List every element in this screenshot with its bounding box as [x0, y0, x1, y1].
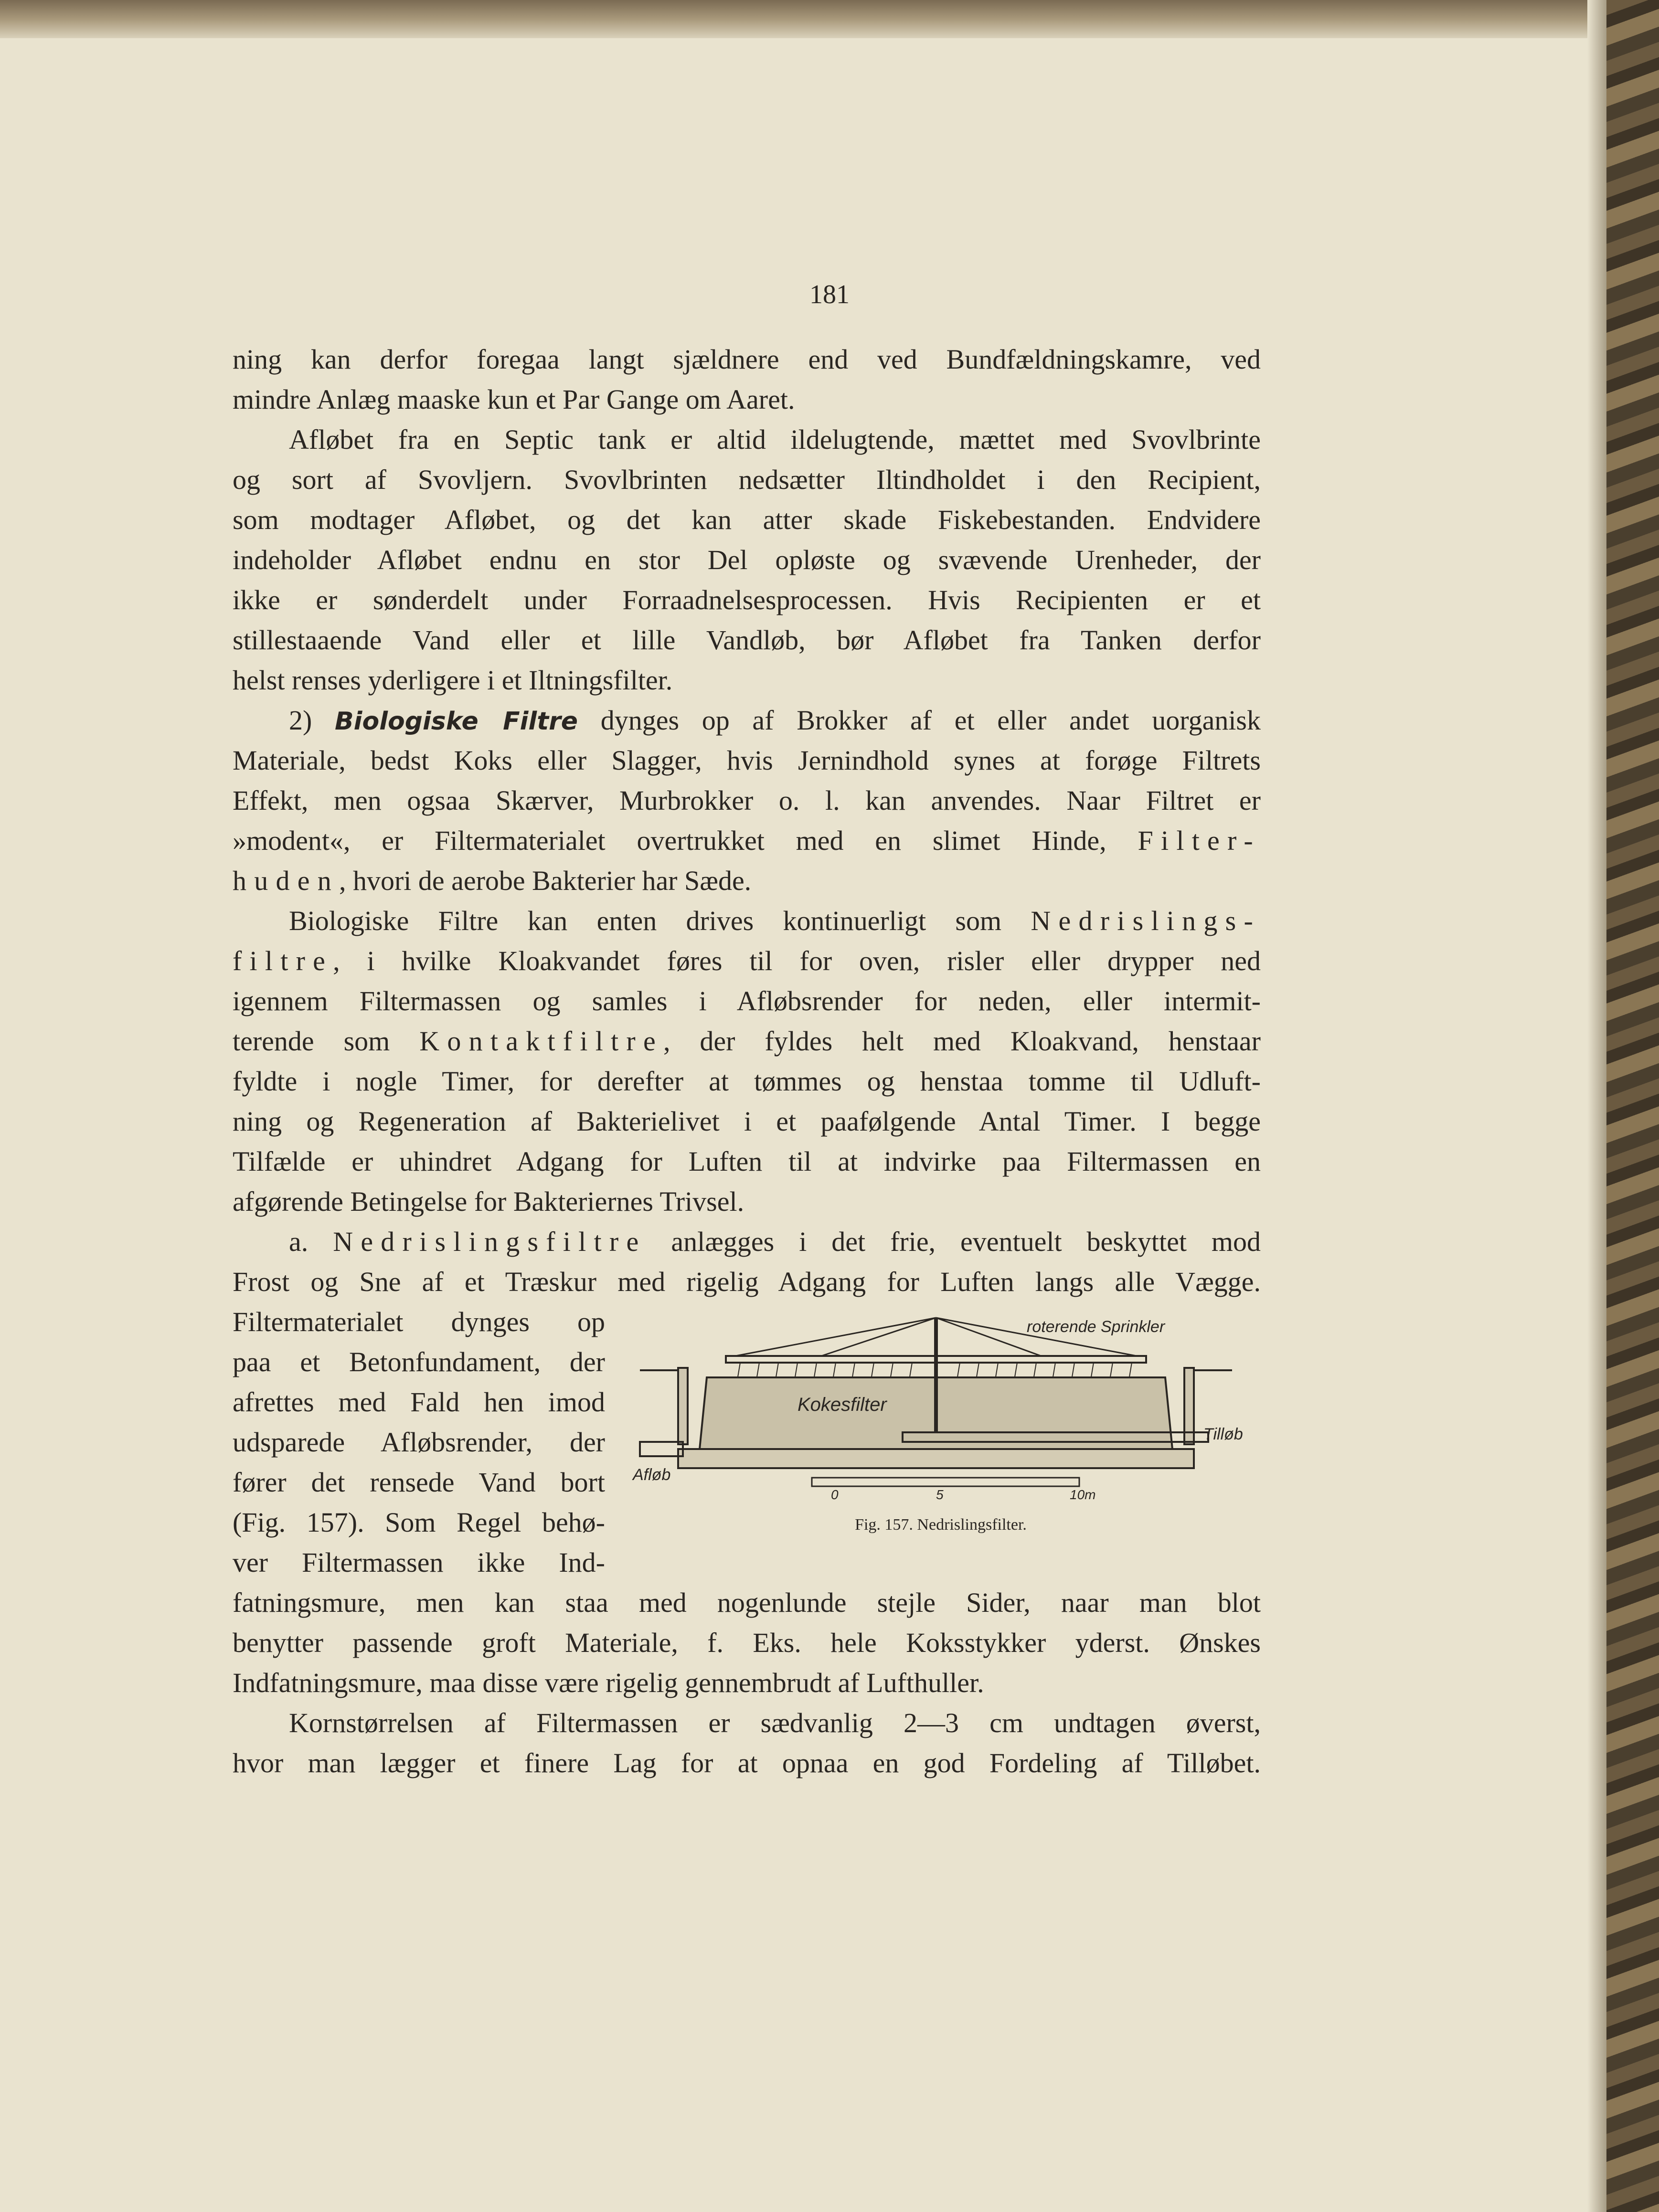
- text-line: [233, 1182, 1261, 1222]
- text-segment: terende som: [233, 1026, 420, 1057]
- text-line: [233, 1623, 1261, 1663]
- scale-label-10m: 10m: [1070, 1487, 1096, 1502]
- scale-label-0: 0: [831, 1487, 839, 1502]
- text-line: [233, 1422, 605, 1462]
- text-segment: udsparede Afløbsrender, der: [233, 1427, 605, 1458]
- page-edge-shadow: [1587, 0, 1606, 2212]
- left-wall: [678, 1368, 688, 1444]
- text-line: [233, 1503, 605, 1543]
- text-line: [233, 1663, 1261, 1703]
- label-rotating-sprinkler: roterende Sprinkler: [1027, 1318, 1165, 1336]
- text-line: [233, 339, 1261, 380]
- text-segment: ning kan derfor foregaa langt sjældnere end ved Bundfældningskamre, ved: [233, 344, 1261, 375]
- emphasized-term: huden: [233, 865, 339, 896]
- filter-diagram: [630, 1313, 1251, 1513]
- text-segment: 2): [289, 705, 335, 736]
- text-segment: , i hvilke Kloakvandet føres til for oven, risler eller drypper ned: [333, 945, 1261, 976]
- text-segment: fyldte i nogle Timer, for derefter at tømmes og henstaa tomme til Udluft-: [233, 1066, 1261, 1097]
- emphasized-term: filtre: [233, 945, 333, 976]
- text-line: [233, 580, 1261, 620]
- text-line: [233, 861, 1261, 901]
- text-segment: , hvori de aerobe Bakterier har Sæde.: [339, 865, 752, 896]
- text-line: [233, 420, 1261, 460]
- text-segment: stillestaaende Vand eller et lille Vandløb, bør Afløbet fra Tanken derfor: [233, 624, 1261, 656]
- text-line: [233, 821, 1261, 861]
- text-segment: fatningsmure, men kan staa med nogenlunde stejle Sider, naar man blot: [233, 1587, 1261, 1618]
- text-segment: dynges op af Brokker af et eller andet uorganisk: [578, 705, 1261, 736]
- text-line: [233, 620, 1261, 660]
- text-line: [233, 1342, 605, 1382]
- figure-157: [630, 1313, 1251, 1552]
- text-segment: paa et Betonfundament, der: [233, 1346, 605, 1377]
- text-segment: (Fig. 157). Som Regel behø-: [233, 1507, 605, 1538]
- text-line: [233, 901, 1261, 941]
- text-segment: anlægges i det frie, eventuelt beskyttet mod: [646, 1226, 1261, 1257]
- text-line: [233, 781, 1261, 821]
- text-line: [233, 1101, 1261, 1142]
- text-segment: benytter passende groft Materiale, f. Eks. hele Koksstykker yderst. Ønskes: [233, 1627, 1261, 1658]
- text-segment: indeholder Afløbet endnu en stor Del opløste og svævende Urenheder, der: [233, 544, 1261, 575]
- text-segment: Filtermaterialet dynges op: [233, 1306, 605, 1337]
- text-segment: fører det rensede Vand bort: [233, 1467, 605, 1498]
- text-line: [233, 500, 1261, 540]
- text-line: [233, 1222, 1261, 1262]
- figure-caption: Fig. 157. Nedrislingsfilter.: [855, 1516, 1027, 1534]
- text-segment: helst renses yderligere i et Iltningsfilter.: [233, 665, 673, 696]
- text-segment: , der fyldes helt med Kloakvand, henstaar: [663, 1026, 1261, 1057]
- text-segment: afrettes med Fald hen imod: [233, 1386, 605, 1418]
- text-line: [233, 1462, 605, 1503]
- label-outlet: Afløb: [633, 1466, 671, 1484]
- emphasized-term: Kontaktfiltre: [419, 1026, 663, 1057]
- label-inlet: Tilløb: [1203, 1425, 1243, 1443]
- text-line: [233, 1142, 1261, 1182]
- text-segment: ning og Regeneration af Bakterielivet i et paafølgende Antal Timer. I begge: [233, 1106, 1261, 1137]
- text-segment: Tilfælde er uhindret Adgang for Luften til at indvirke paa Filtermassen en: [233, 1146, 1261, 1177]
- text-line: [233, 741, 1261, 781]
- text-line: [233, 380, 1261, 420]
- scale-bar: [812, 1478, 1079, 1486]
- text-line: [233, 1543, 605, 1583]
- text-line: [233, 1703, 1261, 1743]
- text-segment: ikke er sønderdelt under Forraadnelsesprocessen. Hvis Recipienten er et: [233, 584, 1261, 615]
- text-line: [233, 1382, 605, 1422]
- text-line: [233, 1262, 1261, 1302]
- text-segment: Indfatningsmure, maa disse være rigelig gennembrudt af Lufthuller.: [233, 1667, 984, 1698]
- label-coke-filter: Kokesfilter: [798, 1394, 887, 1415]
- text-segment: Biologiske Filtre kan enten drives kontinuerligt som: [289, 905, 1031, 936]
- text-line: [233, 1061, 1261, 1101]
- text-line: [233, 660, 1261, 700]
- text-segment: Materiale, bedst Koks eller Slagger, hvis Jernindhold synes at forøge Filtrets: [233, 745, 1261, 776]
- emphasized-term: Filter-: [1138, 825, 1261, 856]
- text-segment: hvor man lægger et finere Lag for at opnaa en god Fordeling af Tilløbet.: [233, 1747, 1261, 1778]
- body-text: [233, 339, 1261, 1783]
- page-number: 181: [809, 280, 850, 309]
- text-segment: Afløbet fra en Septic tank er altid ildelugtende, mættet med Svovlbrinte: [289, 424, 1261, 455]
- text-segment: igennem Filtermassen og samles i Afløbsrender for neden, eller intermit-: [233, 985, 1261, 1016]
- text-line: [233, 1302, 605, 1342]
- text-segment: afgørende Betingelse for Bakteriernes Trivsel.: [233, 1186, 744, 1217]
- text-line: [233, 1583, 1261, 1623]
- text-line: [233, 1021, 1261, 1061]
- text-line: [233, 540, 1261, 580]
- text-line: [233, 1743, 1261, 1783]
- text-segment: Frost og Sne af et Træskur med rigelig Adgang for Luften langs alle Vægge.: [233, 1266, 1261, 1297]
- text-segment: a.: [289, 1226, 333, 1257]
- book-cover-edge: [1606, 0, 1659, 2212]
- text-segment: og sort af Svovljern. Svovlbrinten nedsætter Iltindholdet i den Recipient,: [233, 464, 1261, 495]
- text-segment: Kornstørrelsen af Filtermassen er sædvanlig 2—3 cm undtagen øverst,: [289, 1707, 1261, 1738]
- text-segment: Effekt, men ogsaa Skærver, Murbrokker o. l. kan anvendes. Naar Filtret er: [233, 785, 1261, 816]
- text-segment: mindre Anlæg maaske kun et Par Gange om Aaret.: [233, 384, 795, 415]
- emphasized-term: Nedrislingsfiltre: [333, 1226, 647, 1257]
- book-top-edge: [0, 0, 1659, 38]
- text-segment: som modtager Afløbet, og det kan atter skade Fiskebestanden. Endvidere: [233, 504, 1261, 535]
- concrete-foundation: [678, 1449, 1194, 1468]
- text-segment: ver Filtermassen ikke Ind-: [233, 1547, 605, 1578]
- scale-label-5: 5: [936, 1487, 944, 1502]
- text-line: [233, 981, 1261, 1021]
- text-line: [233, 460, 1261, 500]
- emphasized-term: Nedrislings-: [1031, 905, 1261, 936]
- text-segment: »modent«, er Filtermaterialet overtrukket med en slimet Hinde,: [233, 825, 1138, 856]
- outlet-pipe: [640, 1442, 683, 1456]
- section-heading: Biologiske Filtre: [335, 707, 578, 736]
- text-line: [233, 941, 1261, 981]
- text-line: [233, 700, 1261, 741]
